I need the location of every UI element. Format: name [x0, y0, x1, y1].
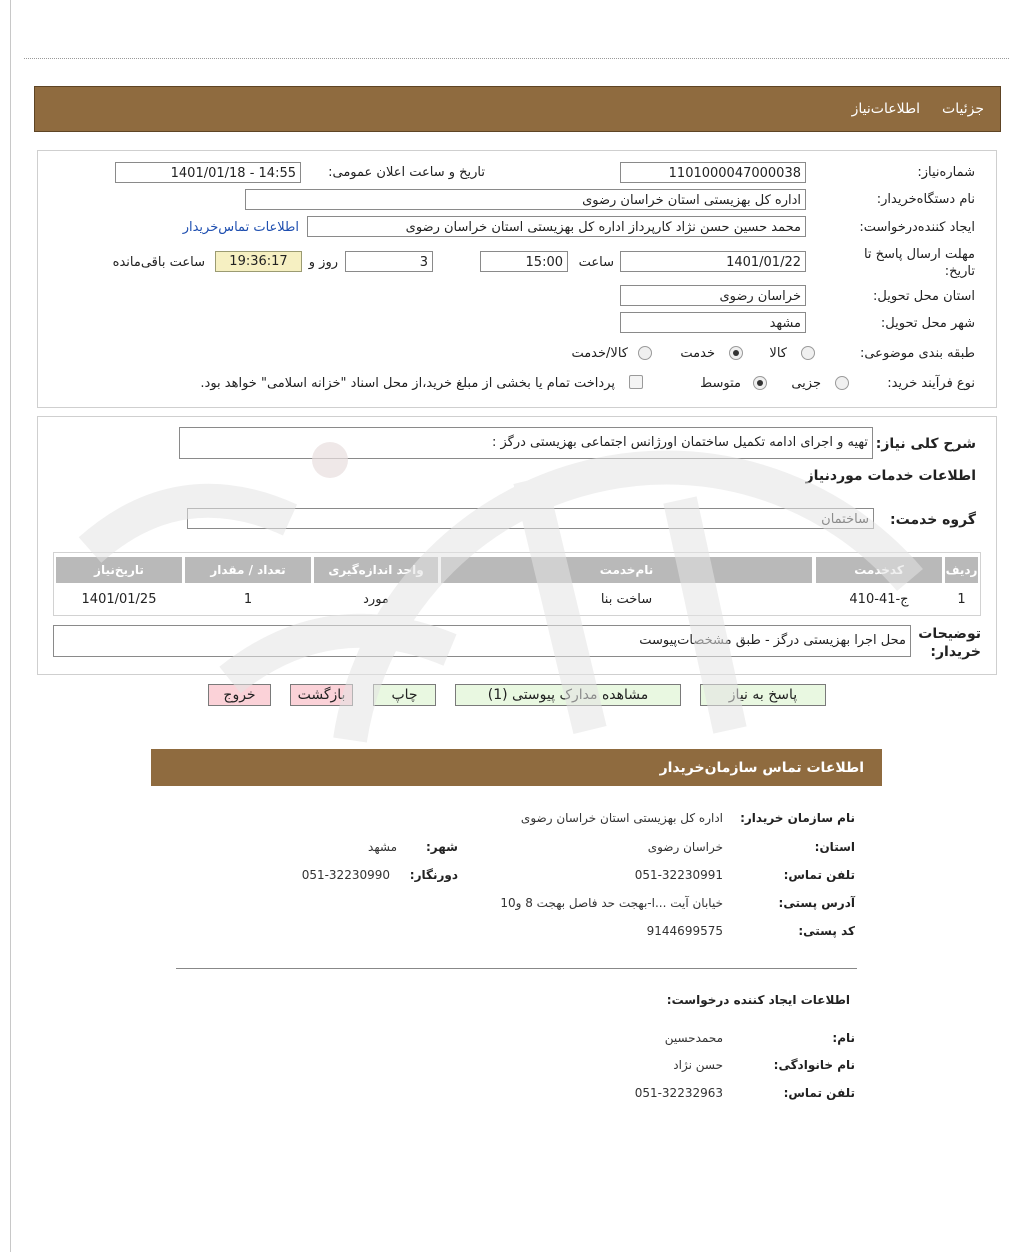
cell-quantity: 1 [243, 592, 253, 607]
back-button[interactable]: بازگشت [290, 684, 353, 706]
col-quantity: تعداد / مقدار [185, 557, 311, 583]
tab-details[interactable]: جزئیات [942, 101, 984, 117]
creator-phone-label: تلفن تماس: [783, 1086, 855, 1100]
creator-last-name-label: نام خانوادگی: [773, 1058, 855, 1072]
process-partial-label: جزیی [791, 376, 821, 391]
col-row-number: ردیف [945, 557, 978, 583]
cell-service-name: ساخت بنا [600, 592, 653, 607]
category-goods-label: کالا [769, 346, 787, 361]
city-label: شهر محل تحویل: [880, 316, 975, 331]
hour-label: ساعت [578, 255, 614, 270]
city-field: مشهد [620, 312, 806, 333]
contact-province-label: استان: [814, 840, 855, 854]
buyer-org-field: اداره کل بهزیستی استان خراسان رضوی [245, 189, 806, 210]
service-group-label: گروه خدمت: [890, 512, 976, 528]
creator-last-name-value: حسن نژاد [673, 1058, 723, 1072]
contact-phone-value: 051-32230991 [634, 868, 723, 882]
contact-address-label: آدرس پستی: [778, 896, 855, 910]
cell-need-date: 1401/01/25 [81, 592, 157, 607]
creator-phone-value: 051-32232963 [634, 1086, 723, 1100]
general-desc-field: تهیه و اجرای ادامه تکمیل ساختمان اورژانس اجتماعی بهزیستی درگز : [179, 427, 873, 459]
contact-city-value: مشهد [368, 840, 397, 854]
radio-partial[interactable] [835, 376, 849, 390]
print-button[interactable]: چاپ [373, 684, 436, 706]
contact-fax-label: دورنگار: [409, 868, 458, 882]
view-attachments-button[interactable]: مشاهده مدارک پیوستی (1) [455, 684, 681, 706]
contact-fax-value: 051-32230990 [301, 868, 390, 882]
buyer-org-label: نام دستگاه‌خریدار: [876, 192, 975, 207]
cell-service-code: ج-41-410 [849, 592, 909, 607]
deadline-label: مهلت ارسال پاسخ تا تاریخ: [863, 247, 975, 279]
treasury-checkbox[interactable] [629, 375, 643, 389]
contact-province-value: خراسان رضوی [647, 840, 723, 854]
contact-address-value: خیابان آیت ...ا-بهجت حد فاصل بهجت 8 و10 [500, 896, 723, 910]
need-number-label: شماره‌نیاز: [917, 165, 975, 180]
service-group-field: ساختمان [187, 508, 874, 529]
process-label: نوع فرآیند خرید: [887, 376, 975, 391]
process-medium-label: متوسط [700, 376, 741, 391]
need-number-field: 1101000047000038 [620, 162, 806, 183]
deadline-time-field: 15:00 [480, 251, 568, 272]
tab-need-info[interactable]: اطلاعات‌نیاز [851, 101, 920, 117]
creator-first-name-label: نام: [832, 1031, 855, 1045]
buyer-notes-label: توضیحات خریدار: [918, 626, 981, 660]
col-service-code: کدخدمت [816, 557, 942, 583]
contact-title: اطلاعات تماس سازمان‌خریدار [659, 760, 864, 776]
province-label: استان محل تحویل: [873, 289, 975, 304]
radio-goods-service[interactable] [638, 346, 652, 360]
radio-goods[interactable] [801, 346, 815, 360]
services-heading: اطلاعات خدمات موردنیاز [805, 468, 976, 484]
payment-note: پرداخت تمام یا بخشی از مبلغ خرید،از محل اسناد "خزانه اسلامی" خواهد بود. [200, 376, 615, 391]
buyer-notes-field: محل اجرا بهزیستی درگز - طبق مشخصات‌پیوست [53, 625, 911, 657]
province-field: خراسان رضوی [620, 285, 806, 306]
contact-postal-label: کد پستی: [798, 924, 855, 938]
page-header [34, 86, 1001, 132]
cell-row-number: 1 [957, 592, 966, 607]
category-label: طبقه بندی موضوعی: [859, 346, 975, 361]
announce-label: تاریخ و ساعت اعلان عمومی: [328, 165, 485, 180]
days-field: 3 [345, 251, 433, 272]
contact-org-value: اداره کل بهزیستی استان خراسان رضوی [520, 811, 723, 825]
category-goods-service-label: کالا/خدمت [571, 346, 628, 361]
contact-city-label: شهر: [426, 840, 458, 854]
contact-section-header [151, 749, 882, 786]
col-service-name: نام‌خدمت [441, 557, 812, 583]
col-need-date: تاریخ‌نیاز [56, 557, 182, 583]
reply-button[interactable]: پاسخ به نیاز [700, 684, 826, 706]
contact-org-label: نام سازمان خریدار: [740, 811, 855, 825]
creator-label: ایجاد کننده‌درخواست: [859, 220, 975, 235]
radio-service[interactable] [729, 346, 743, 360]
remaining-label: ساعت باقی‌مانده [112, 255, 205, 270]
general-desc-value: تهیه و اجرای ادامه تکمیل ساختمان اورژانس اجتماعی بهزیستی درگز [500, 435, 868, 450]
left-border [10, 0, 11, 1252]
remaining-timer: 19:36:17 [215, 251, 302, 272]
cell-unit: مورد [363, 592, 389, 607]
exit-button[interactable]: خروج [208, 684, 271, 706]
deadline-date-field: 1401/01/22 [620, 251, 806, 272]
col-unit: واحد اندازه‌گیری [314, 557, 438, 583]
creator-first-name-value: محمدحسین [664, 1031, 723, 1045]
contact-postal-value: 9144699575 [646, 924, 723, 938]
days-label: روز و [308, 255, 338, 270]
radio-medium[interactable] [753, 376, 767, 390]
buyer-contact-link[interactable]: اطلاعات تماس‌خریدار [182, 220, 299, 235]
contact-phone-label: تلفن تماس: [783, 868, 855, 882]
contact-separator [176, 968, 857, 969]
creator-info-title: اطلاعات ایجاد کننده درخواست: [666, 993, 850, 1007]
creator-field: محمد حسین حسن نژاد کارپرداز اداره کل بهزیستی استان خراسان رضوی [307, 216, 806, 237]
category-service-label: خدمت [680, 346, 715, 361]
top-divider [24, 58, 1009, 59]
general-desc-label: شرح کلی نیاز: [875, 436, 976, 452]
announce-field: 1401/01/18 - 14:55 [115, 162, 301, 183]
